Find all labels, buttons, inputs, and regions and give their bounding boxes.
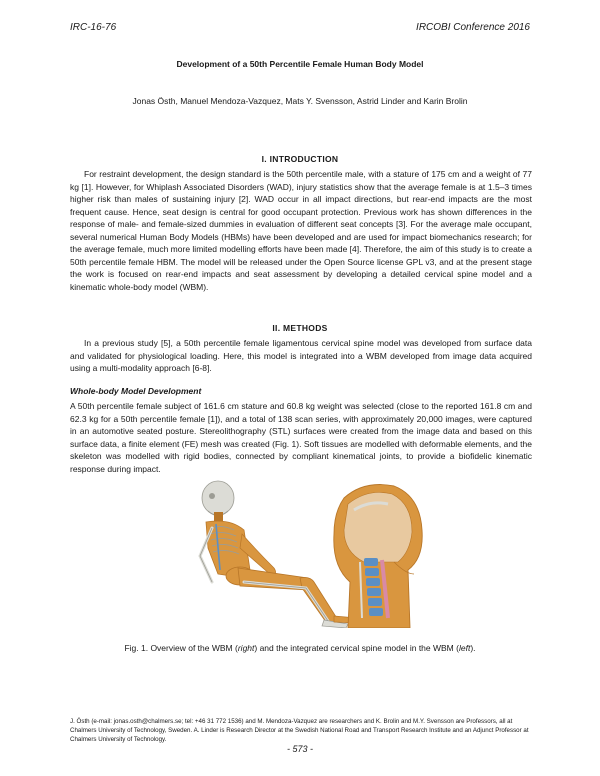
methods-heading: II. METHODS [272,323,328,333]
paper-title: Development of a 50th Percentile Female Human Body Model [176,59,424,69]
page-number: - 573 - [286,744,313,754]
cervical-spine-figure [324,478,440,628]
running-header-left: IRC-16-76 [70,22,117,33]
running-header-right: IRCOBI Conference 2016 [416,22,530,33]
wbm-paragraph: A 50th percentile female subject of 161.6 cm stature and 60.8 kg weight was selected (close to the reported 161.8 cm and 62.3 kg for a 50th percentile female [1]), and a total of 138 scan series, with approximately 20,000 images, were captured in an automotive seated posture. Stereolithography (STL) surfaces were created from the image data and based on this surface data, a finite element (FE) mesh was created (Fig. 1). Soft tissues are modelled with deformable elements, and the skeleton was modelled with rigid bodies, connected by compliant kinematical joints, to provide a biofidelic kinematic response during impact. [70,401,532,474]
subsection-heading: Whole-body Model Development [70,386,202,396]
intro-paragraph: For restraint development, the design standard is the 50th percentile male, with a stature of 175 cm and a weight of 77 kg [1]. However, for Whiplash Associated Disorders (WAD), injury statistics show that the average female is at 1.5–3 times higher risk than males of sustaining injury [2]. WAD occur in all impact directions, but rear-end impacts are the most frequent cause. Hence, seat design is central for good occupant protection. Previous work has shown differences in the response of male- and female-sized dummies in evaluation of different seat concepts [3]. For the average male occupant, several numerical Human Body Models (HBMs) have been developed and are used for impact biomechanics research; for the average female, much more limited modelling efforts have been made [4]. Therefore, the aim of this study is to create a 50th percentile female HBM. The model will be released under the Open Source license GPL v3, and at the present stage the work is focused on rear-end impacts and seat assessment by developing a detailed cervical spine model and a kinematic whole-body model (WBM). [70,169,532,292]
author-list: Jonas Östh, Manuel Mendoza-Vazquez, Mats Y. Svensson, Astrid Linder and Karin Brolin [132,96,468,106]
figure-caption: Fig. 1. Overview of the WBM (right) and the integrated cervical spine model in the WBM (left). [124,643,476,653]
author-footnote: J. Östh (e-mail: jonas.osth@chalmers.se; tel: +46 31 772 1536) and M. Mendoza-Vazquez are researchers and K. Brolin and M.Y. Svensson are Professors, all at Chalmers University of Technology, Sweden. A. Linder is Research Director at the Swedish National Road and Transport Research Institute and an Adjunct Professor at Chalmers University of Technology. [70,718,529,743]
methods-paragraph: In a previous study [5], a 50th percentile female ligamentous cervical spine model was developed from surface data and validated for physiological loading. Here, this model is integrated into a WBM developed from image data acquired using a multi-modality approach [6-8]. [70,338,532,373]
intro-heading: I. INTRODUCTION [261,154,339,164]
skull-shape [202,481,234,515]
